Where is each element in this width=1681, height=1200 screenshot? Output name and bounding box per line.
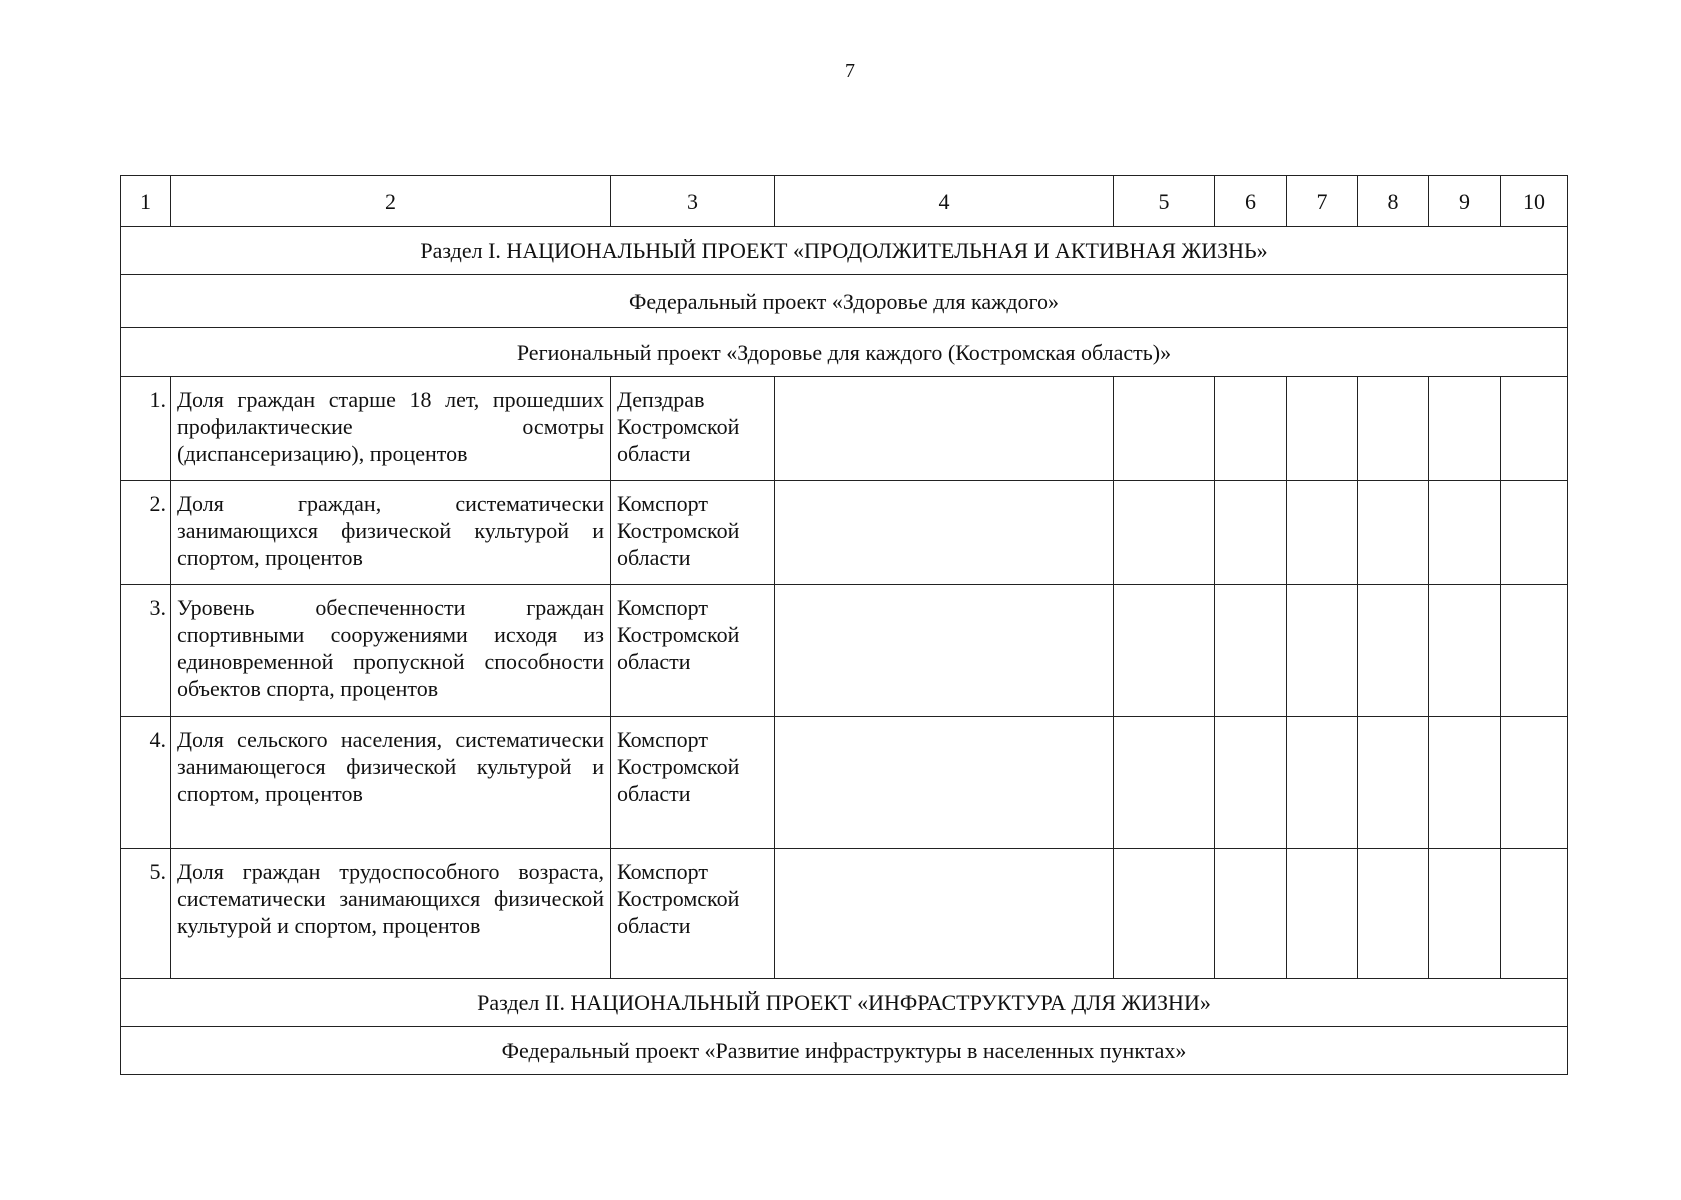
column-number-header-row	[121, 176, 1568, 227]
row-number: 3.	[121, 585, 171, 717]
regional-project-1-title: Региональный проект «Здоровье для каждого (Костромская область)»	[121, 328, 1568, 377]
federal-project-1-title: Федеральный проект «Здоровье для каждого»	[121, 275, 1568, 328]
empty-cell	[775, 585, 1114, 717]
empty-cell	[1429, 377, 1501, 481]
empty-cell	[1429, 849, 1501, 979]
table-row	[121, 849, 1568, 979]
indicator-name: Доля граждан старше 18 лет, прошедших профилактические осмотры (диспансеризацию), процентов	[171, 377, 611, 481]
empty-cell	[775, 377, 1114, 481]
empty-cell	[1501, 377, 1568, 481]
section-row	[121, 979, 1568, 1027]
empty-cell	[1114, 717, 1215, 849]
federal-project-row	[121, 275, 1568, 328]
column-header-1: 1	[121, 176, 171, 227]
empty-cell	[1287, 377, 1358, 481]
section-2-title: Раздел II. НАЦИОНАЛЬНЫЙ ПРОЕКТ «ИНФРАСТРУКТУРА ДЛЯ ЖИЗНИ»	[121, 979, 1568, 1027]
empty-cell	[1501, 481, 1568, 585]
regional-project-row	[121, 328, 1568, 377]
row-number: 1.	[121, 377, 171, 481]
empty-cell	[1215, 849, 1287, 979]
column-header-4: 4	[775, 176, 1114, 227]
indicator-name: Уровень обеспеченности граждан спортивными сооружениями исходя из единовременной пропускной способности объектов спорта, процентов	[171, 585, 611, 717]
federal-project-2-title: Федеральный проект «Развитие инфраструктуры в населенных пунктах»	[121, 1027, 1568, 1075]
empty-cell	[1358, 585, 1429, 717]
responsible-agency: Депздрав Костромской области	[611, 377, 775, 481]
indicator-name: Доля сельского населения, систематически занимающегося физической культурой и спортом, процентов	[171, 717, 611, 849]
indicators-table	[120, 175, 1568, 1075]
responsible-agency: Комспорт Костромской области	[611, 481, 775, 585]
column-header-2: 2	[171, 176, 611, 227]
empty-cell	[1114, 849, 1215, 979]
federal-project-row	[121, 1027, 1568, 1075]
column-header-10: 10	[1501, 176, 1568, 227]
empty-cell	[1287, 585, 1358, 717]
row-number: 5.	[121, 849, 171, 979]
table-row	[121, 481, 1568, 585]
table-row	[121, 585, 1568, 717]
column-header-7: 7	[1287, 176, 1358, 227]
empty-cell	[1429, 481, 1501, 585]
empty-cell	[1501, 717, 1568, 849]
empty-cell	[1429, 717, 1501, 849]
responsible-agency: Комспорт Костромской области	[611, 849, 775, 979]
column-header-8: 8	[1358, 176, 1429, 227]
empty-cell	[1114, 377, 1215, 481]
empty-cell	[775, 717, 1114, 849]
empty-cell	[1215, 377, 1287, 481]
row-number: 2.	[121, 481, 171, 585]
empty-cell	[1358, 849, 1429, 979]
row-number: 4.	[121, 717, 171, 849]
empty-cell	[1429, 585, 1501, 717]
indicator-name: Доля граждан, систематически занимающихся физической культурой и спортом, процентов	[171, 481, 611, 585]
empty-cell	[1287, 717, 1358, 849]
empty-cell	[1501, 585, 1568, 717]
empty-cell	[775, 481, 1114, 585]
empty-cell	[1501, 849, 1568, 979]
empty-cell	[1215, 717, 1287, 849]
empty-cell	[1358, 717, 1429, 849]
section-row	[121, 227, 1568, 275]
empty-cell	[1358, 377, 1429, 481]
empty-cell	[1215, 585, 1287, 717]
empty-cell	[1287, 481, 1358, 585]
column-header-5: 5	[1114, 176, 1215, 227]
empty-cell	[1114, 585, 1215, 717]
column-header-9: 9	[1429, 176, 1501, 227]
table-row	[121, 377, 1568, 481]
page-number: 7	[845, 60, 855, 82]
responsible-agency: Комспорт Костромской области	[611, 717, 775, 849]
empty-cell	[1358, 481, 1429, 585]
section-1-title: Раздел I. НАЦИОНАЛЬНЫЙ ПРОЕКТ «ПРОДОЛЖИТЕЛЬНАЯ И АКТИВНАЯ ЖИЗНЬ»	[121, 227, 1568, 275]
column-header-3: 3	[611, 176, 775, 227]
empty-cell	[775, 849, 1114, 979]
table-row	[121, 717, 1568, 849]
empty-cell	[1114, 481, 1215, 585]
empty-cell	[1287, 849, 1358, 979]
empty-cell	[1215, 481, 1287, 585]
indicator-name: Доля граждан трудоспособного возраста, систематически занимающихся физической культурой и спортом, процентов	[171, 849, 611, 979]
column-header-6: 6	[1215, 176, 1287, 227]
responsible-agency: Комспорт Костромской области	[611, 585, 775, 717]
